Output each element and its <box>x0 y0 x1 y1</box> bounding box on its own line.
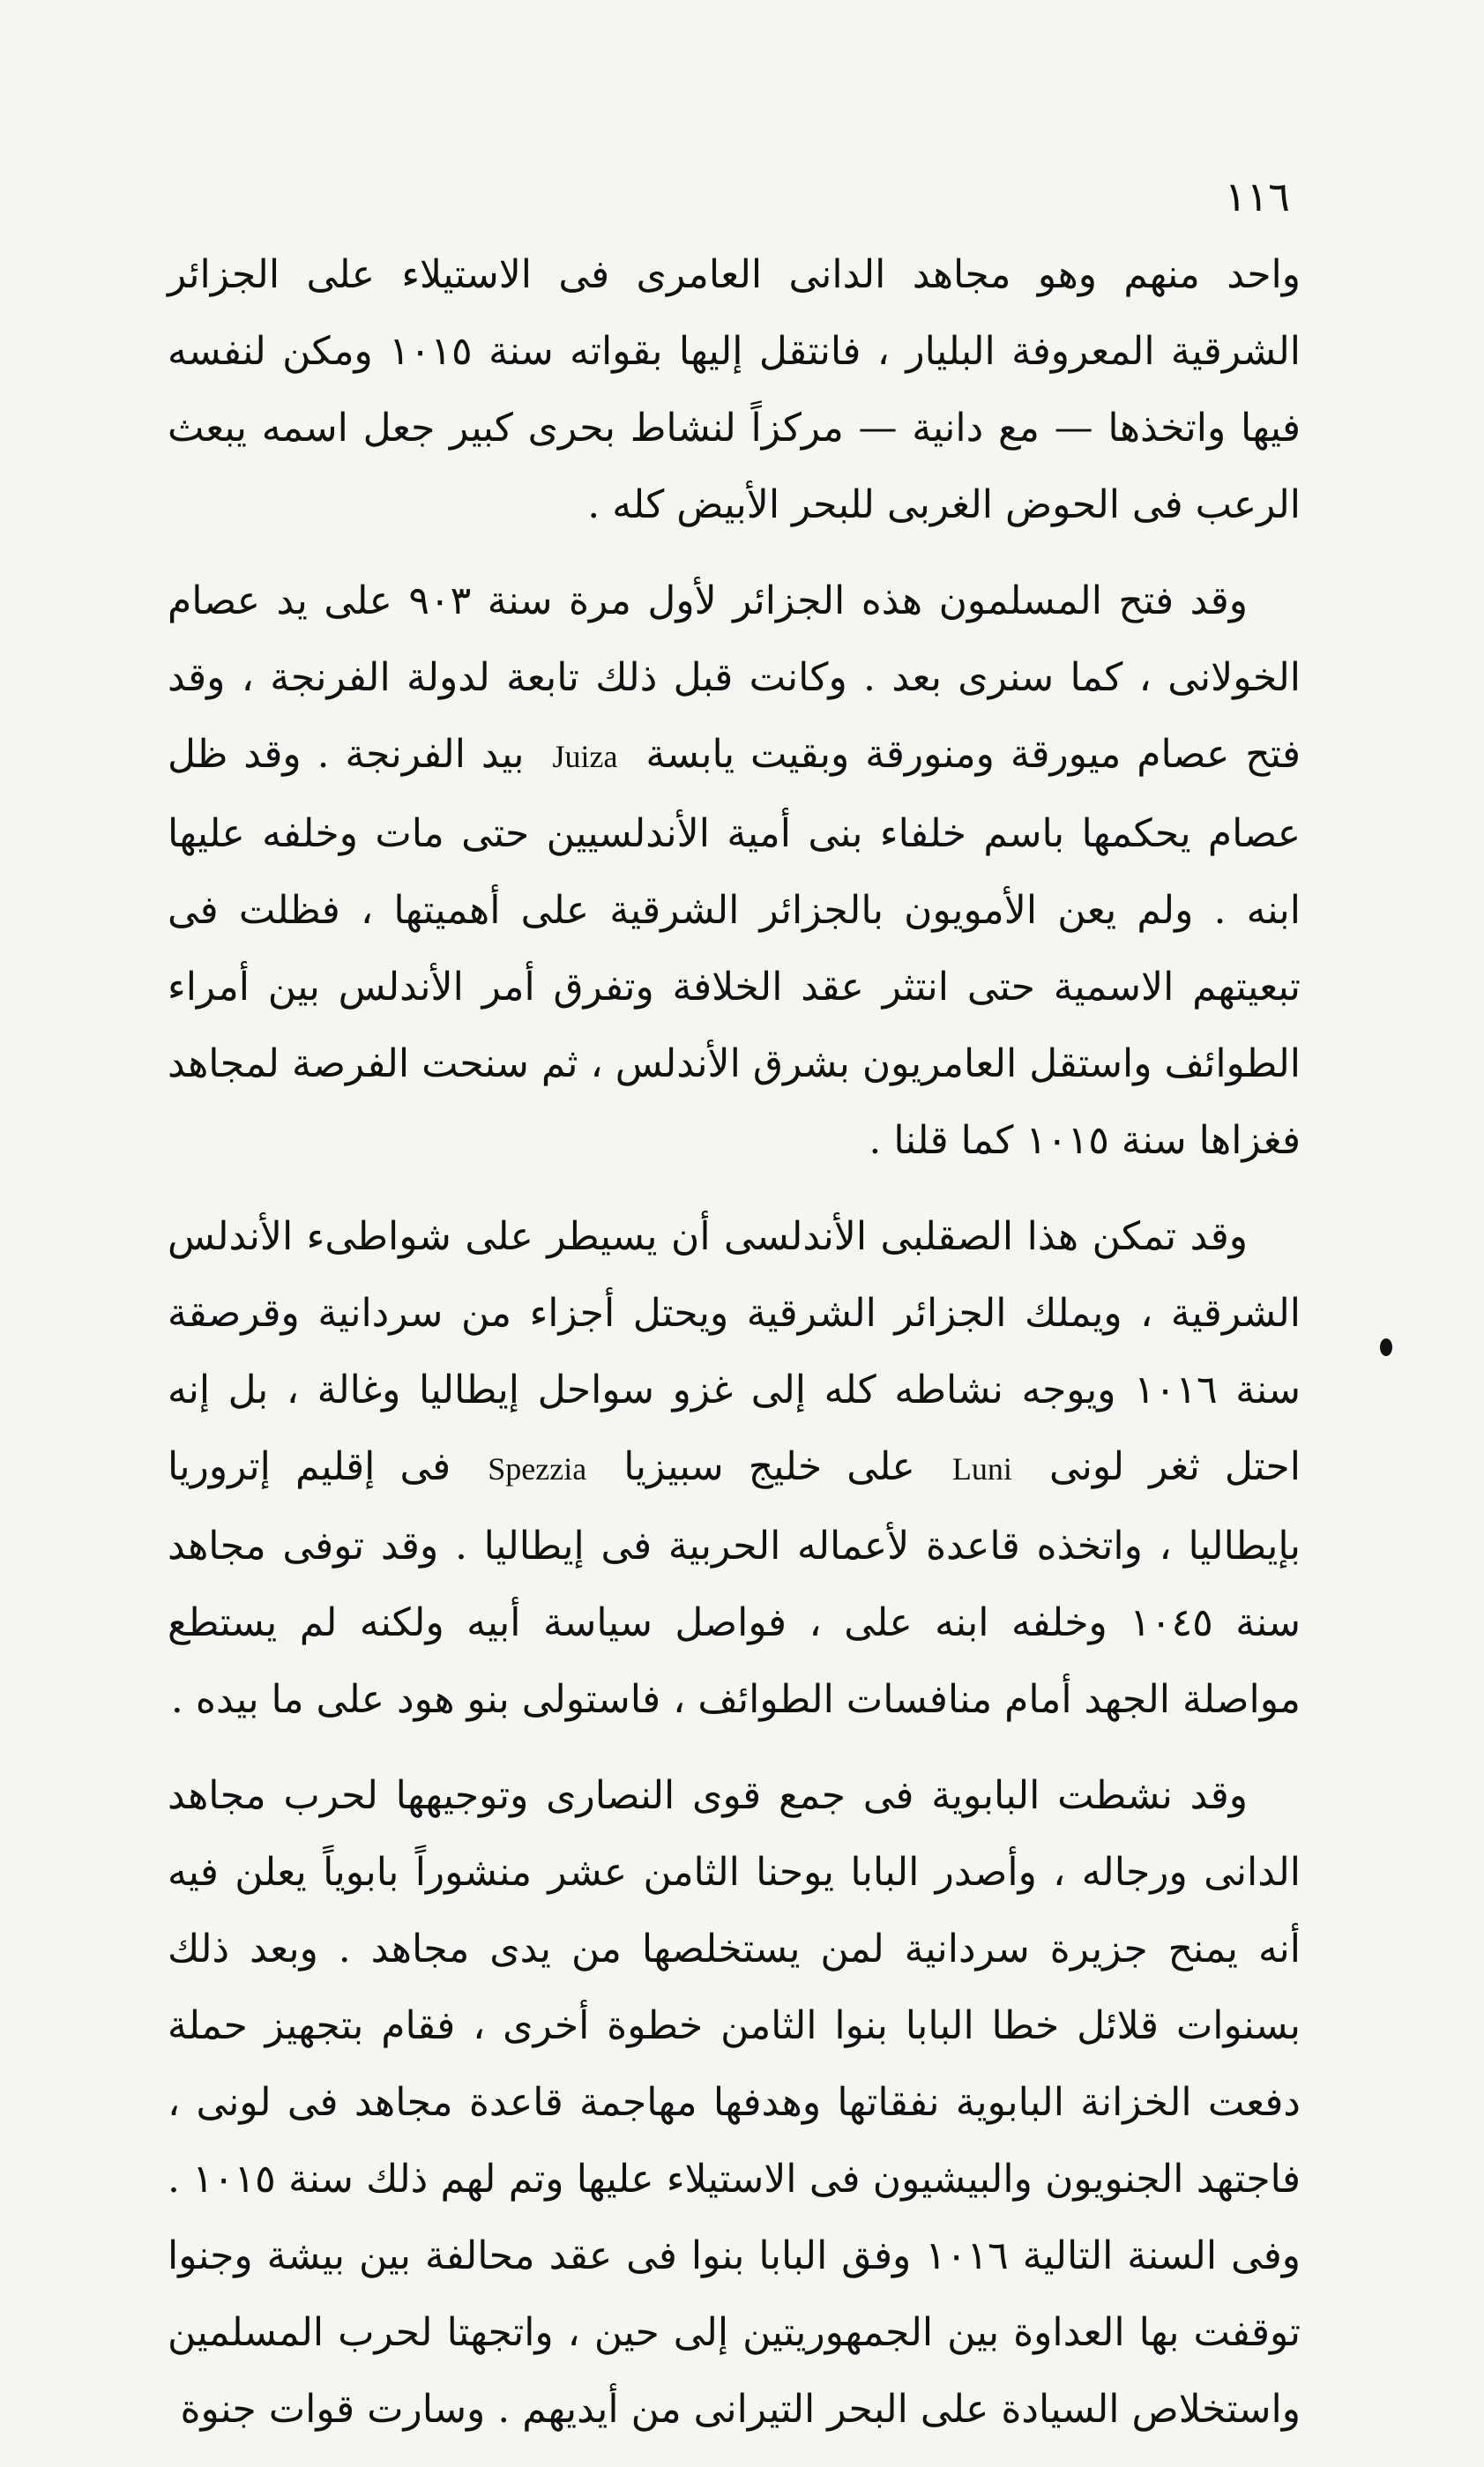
paragraph-text: على خليج سبيزيا <box>623 1444 915 1489</box>
paragraph-1 <box>168 236 1301 543</box>
body-text <box>168 236 1301 2467</box>
paragraph-3 <box>168 1198 1301 1738</box>
paragraph-text: واحد منهم وهو مجاهد الدانى العامرى فى الاستيلاء على الجزائر الشرقية المعروفة البليار ، فانتقل إليها بقواته سنة ١٠١٥ ومكن لنفسه فيها واتخذها — مع دانية — مركزاً لنشاط بحرى كبير جعل اسمه يبعث الرعب فى الحوض الغربى للبحر الأبيض كله . <box>168 252 1301 527</box>
page-number: ١١٦ <box>1224 173 1290 220</box>
paragraph-2 <box>168 563 1301 1179</box>
margin-ink-dot <box>1380 1338 1392 1356</box>
latin-term: Luni <box>951 1451 1012 1487</box>
latin-term: Spezzia <box>488 1451 587 1487</box>
paragraph-text: وقد تمكن هذا الصقلبى الأندلسى أن يسيطر على شواطىء الأندلس الشرقية ، ويملك الجزائر الشرقية ويحتل أجزاء من سردانية وقرصقة سنة ١٠١٦ ويوجه نشاطه كله إلى غزو سواحل إيطاليا وغالة ، بل إنه احتل ثغر لونى <box>168 1214 1301 1489</box>
paragraph-4 <box>168 1757 1301 2448</box>
paragraph-text: بيد الفرنجة . وقد ظل عصام يحكمها باسم خلفاء بنى أمية الأندلسيين حتى مات وخلفه عليها ابنه . ولم يعن الأمويون بالجزائر الشرقية على أهميتها ، فظلت فى تبعيتهم الاسمية حتى انتثر عقد الخلافة وتفرق أمر الأندلس بين أمراء الطوائف واستقل العامريون بشرق الأندلس ، ثم سنحت الفرصة لمجاهد فغزاها سنة ١٠١٥ كما قلنا . <box>168 732 1301 1163</box>
paragraph-text: وقد فتح المسلمون هذه الجزائر لأول مرة سنة ٩٠٣ على يد عصام الخولانى ، كما سنرى بعد . وكانت قبل ذلك تابعة لدولة الفرنجة ، وقد فتح عصام ميورقة ومنورقة وبقيت يابسة <box>168 578 1301 777</box>
latin-term: Juiza <box>552 739 618 774</box>
paragraph-text: فى إقليم إتروريا بإيطاليا ، واتخذه قاعدة لأعماله الحربية فى إيطاليا . وقد توفى مجاهد سنة ١٠٤٥ وخلفه ابنه على ، فواصل سياسة أبيه ولكنه لم يستطع مواصلة الجهد أمام منافسات الطوائف ، فاستولى بنو هود على ما بيده . <box>168 1444 1301 1722</box>
paragraph-text: وقد نشطت البابوية فى جمع قوى النصارى وتوجيهها لحرب مجاهد الدانى ورجاله ، وأصدر البابا يوحنا الثامن عشر منشوراً بابوياً يعلن فيه أنه يمنح جزيرة سردانية لمن يستخلصها من يدى مجاهد . وبعد ذلك بسنوات قلائل خطا البابا بنوا الثامن خطوة أخرى ، فقام بتجهيز حملة دفعت الخزانة البابوية نفقاتها وهدفها مهاجمة قاعدة مجاهد فى لونى ، فاجتهد الجنويون والبيشيون فى الاستيلاء عليها وتم لهم ذلك سنة ١٠١٥ . وفى السنة التالية ١٠١٦ وفق البابا بنوا فى عقد محالفة بين بيشة وجنوا توقفت بها العداوة بين الجمهوريتين إلى حين ، واتجهتا لحرب المسلمين واستخلاص السيادة على البحر التيرانى من أيديهم . وسارت قوات جنوة <box>168 1773 1301 2432</box>
